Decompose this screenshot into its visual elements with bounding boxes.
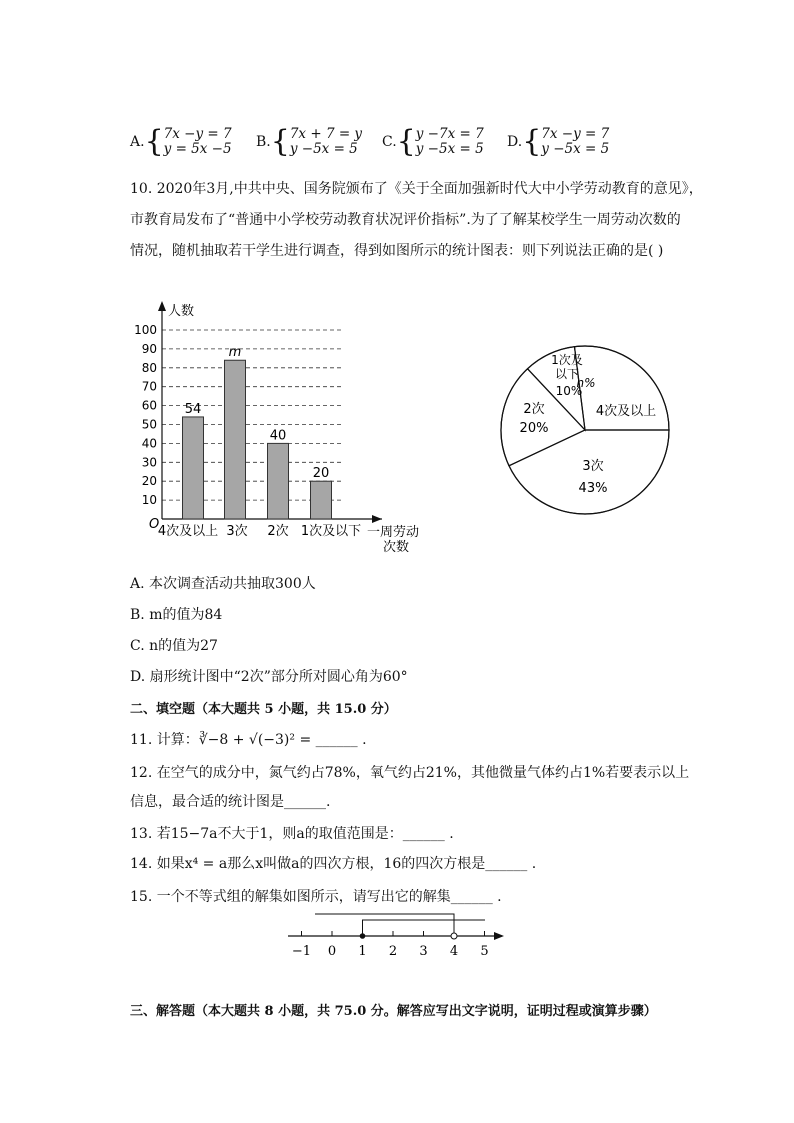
bar-x-axis-title-line2: 次数: [382, 540, 410, 555]
bar-ytick-label: 10: [141, 493, 157, 508]
bar-data-label: 40: [269, 428, 287, 444]
number-line-ray-less-than-4: [315, 914, 454, 936]
number-line-tick-label: 2: [388, 944, 398, 959]
pie-label-3-name: 3次: [582, 459, 604, 474]
number-line-tick-label: −1: [291, 944, 312, 959]
q10-line2: 市教育局发布了“普通中小学校劳动教育状况评价指标”.为了了解某校学生一周劳动次数的: [130, 212, 681, 228]
bar-data-label: m: [228, 345, 242, 361]
pie-label-2-value: 20%: [519, 421, 549, 436]
bar-ytick-label: 30: [141, 455, 157, 470]
bar-3: [268, 443, 289, 519]
bar-data-label: 54: [184, 401, 202, 417]
bar-chart: [120, 295, 440, 560]
q10-option-d: D. 扇形统计图中“2次”部分所对圆心角为60°: [130, 669, 408, 685]
q14: 14. 如果x⁴ = a那么x叫做a的四次方根，16的四次方根是______ .: [130, 856, 537, 872]
bar-ytick-label: 60: [141, 398, 157, 413]
q9-option-c: C.{y −7x = 7 y −5x = 5: [382, 124, 484, 159]
pie-label-4plus-name: 4次及以上: [595, 404, 657, 419]
bar-ytick-label: 100: [134, 323, 157, 337]
bar-ytick-label: 80: [141, 360, 157, 375]
bar-ytick-label: 20: [141, 474, 157, 489]
number-line-open-point: [451, 933, 457, 939]
bar-category-label: 2次: [267, 524, 289, 539]
pie-label-1-line1: 1次及: [551, 353, 583, 367]
bar-ytick-label: 70: [141, 379, 157, 394]
pie-label-1-value: 10%: [555, 384, 583, 398]
pie-label-4plus-value: n%: [576, 376, 596, 390]
number-line: [280, 908, 515, 963]
q11: 11. 计算：∛−8 + √(−3)² = ______ .: [130, 732, 367, 748]
q10-option-a: A. 本次调查活动共抽取300人: [130, 576, 316, 592]
bar-ytick-label: 90: [141, 341, 157, 356]
bar-category-label: 1次及以下: [300, 524, 362, 539]
number-line-tick-label: 4: [449, 944, 459, 959]
bar-2: [225, 360, 246, 519]
bar-1: [183, 417, 204, 519]
number-line-tick-label: 5: [480, 944, 489, 959]
bar-x-axis-title-line1: 一周劳动: [366, 525, 420, 540]
q10-option-c: C. n的值为27: [130, 638, 218, 654]
bar-y-axis-title: 人数: [168, 304, 195, 319]
q12-line2: 信息，最合适的统计图是______.: [130, 794, 331, 810]
bar-category-label: 3次: [226, 524, 248, 539]
bar-origin-label: O: [149, 517, 160, 532]
bar-4: [311, 481, 332, 519]
section3-title: 三、解答题（本大题共 8 小题，共 75.0 分。解答应写出文字说明，证明过程或演算步骤）: [130, 1004, 657, 1019]
number-line-closed-point: [360, 933, 366, 939]
q12-line1: 12. 在空气的成分中，氮气约占78%，氧气约占21%，其他微量气体约占1%若要表示以上: [130, 765, 690, 781]
pie-label-3-value: 43%: [578, 481, 608, 496]
bar-x-axis-arrow: [372, 515, 382, 523]
q9-option-a: A.{7x −y = 7 y = 5x −5: [130, 124, 232, 159]
number-line-tick-label: 0: [327, 944, 337, 959]
number-line-tick-label: 3: [419, 944, 428, 959]
pie-label-1-line2: 以下: [554, 367, 580, 381]
section2-title: 二、填空题（本大题共 5 小题，共 15.0 分）: [130, 702, 397, 717]
q9-option-d: D.{7x −y = 7 y −5x = 5: [507, 124, 610, 159]
q15: 15. 一个不等式组的解集如图所示，请写出它的解集______ .: [130, 889, 502, 905]
q13: 13. 若15−7a不大于1，则a的取值范围是：______ .: [130, 826, 454, 842]
bar-ytick-label: 40: [141, 436, 157, 451]
q10-option-b: B. m的值为84: [130, 607, 223, 623]
number-line-arrow: [494, 932, 504, 940]
bar-ytick-label: 50: [141, 417, 157, 432]
number-line-tick-label: 1: [358, 944, 367, 959]
q9-option-b: B.{7x + 7 = y y −5x = 5: [256, 124, 363, 159]
q10-line1: 10. 2020年3月,中共中央、国务院颁布了《关于全面加强新时代大中小学劳动教育的意见》，: [130, 181, 703, 197]
bar-data-label: 20: [312, 466, 330, 482]
bar-y-axis-arrow: [158, 301, 166, 311]
q10-line3: 情况，随机抽取若干学生进行调查，得到如图所示的统计图表：则下列说法正确的是( ): [130, 243, 664, 259]
pie-label-2-name: 2次: [523, 402, 545, 417]
pie-chart: [495, 335, 675, 520]
bar-category-label: 4次及以上: [157, 524, 219, 539]
